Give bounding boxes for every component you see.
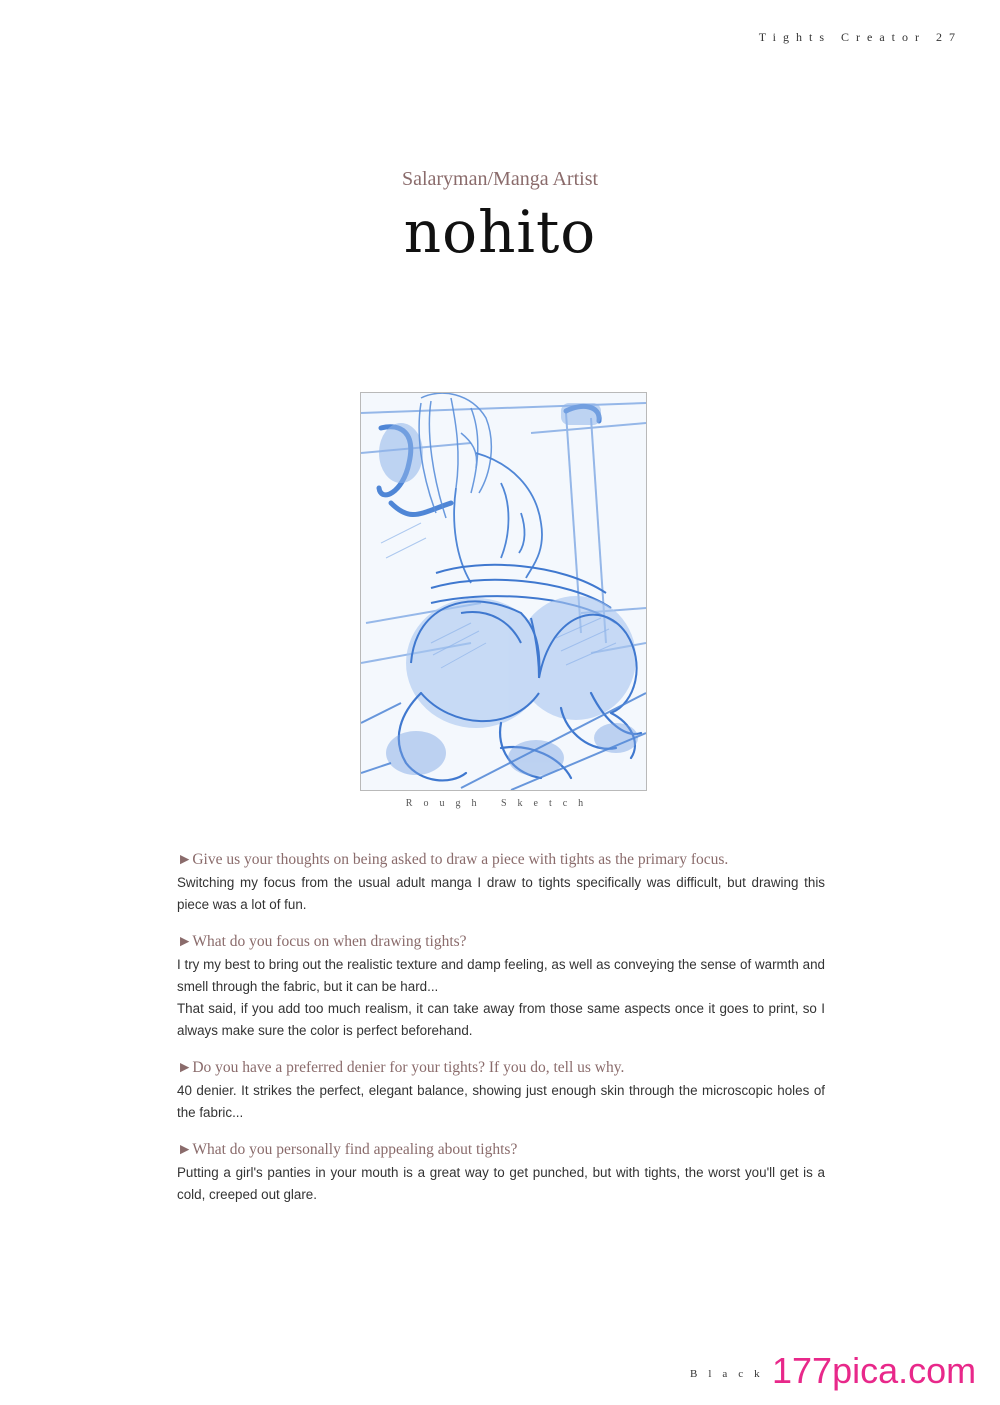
qa-item bbox=[177, 1056, 825, 1124]
qa-item bbox=[177, 930, 825, 1042]
answer-paragraph: That said, if you add too much realism, it can take away from those same aspects once it goes to print, so I always make sure the color is perfect beforehand. bbox=[177, 1001, 825, 1038]
running-header: Tights Creator 27 bbox=[758, 30, 962, 44]
interview-section bbox=[177, 848, 825, 1220]
answer-paragraph: Putting a girl's panties in your mouth is a great way to get punched, but with tights, the worst you'll get is a cold, creeped out glare. bbox=[177, 1165, 825, 1202]
answer-text bbox=[177, 872, 825, 916]
answer-paragraph: 40 denier. It strikes the perfect, elegant balance, showing just enough skin through the microscopic holes of the fabric... bbox=[177, 1083, 825, 1120]
answer-text bbox=[177, 1080, 825, 1124]
answer-text bbox=[177, 954, 825, 1042]
site-watermark: 177pica.com bbox=[772, 1350, 977, 1391]
artist-name: nohito bbox=[403, 198, 597, 266]
answer-paragraph: I try my best to bring out the realistic texture and damp feeling, as well as conveying the sense of warmth and smell through the fabric, but it can be hard... bbox=[177, 957, 825, 994]
qa-item bbox=[177, 848, 825, 916]
artist-role: Salaryman/Manga Artist bbox=[401, 168, 599, 190]
answer-paragraph: Switching my focus from the usual adult manga I draw to tights specifically was difficult, but drawing this piece was a lot of fun. bbox=[177, 875, 825, 912]
running-footer: Black bbox=[690, 1368, 771, 1380]
question-heading: ►Give us your thoughts on being asked to draw a piece with tights as the primary focus. bbox=[177, 851, 729, 868]
question-heading: ►What do you personally find appealing about tights? bbox=[177, 1141, 518, 1158]
question-heading: ►Do you have a preferred denier for your tights? If you do, tell us why. bbox=[177, 1059, 625, 1076]
figure-caption: Rough Sketch bbox=[405, 798, 595, 809]
sketch-illustration bbox=[361, 393, 646, 790]
rough-sketch-image bbox=[360, 392, 647, 791]
answer-text bbox=[177, 1162, 825, 1206]
question-heading: ►What do you focus on when drawing tights? bbox=[177, 933, 467, 950]
qa-item bbox=[177, 1138, 825, 1206]
